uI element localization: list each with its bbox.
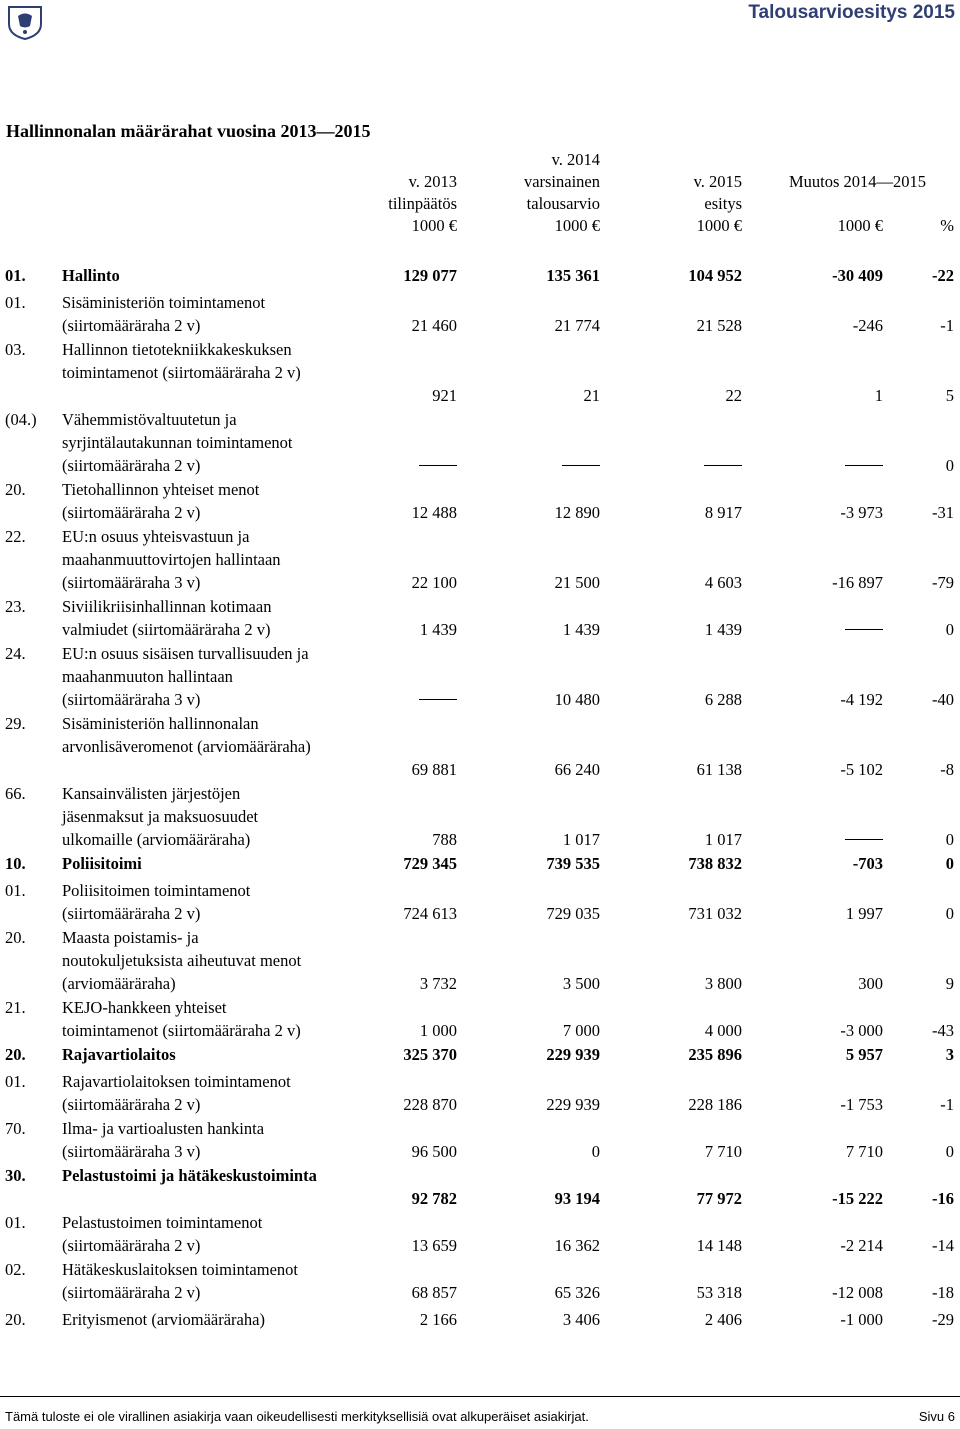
row-number: 20. xyxy=(5,1310,26,1329)
cell-pct: 0 xyxy=(945,620,954,639)
cell-v2015: 228 186 xyxy=(688,1095,742,1114)
row-number: (04.) xyxy=(5,410,37,429)
col-change-abs: 1000 € xyxy=(837,216,883,235)
col-change-pct: % xyxy=(940,216,954,235)
cell-v2015: 77 972 xyxy=(696,1189,742,1208)
col-2013-line2: tilinpäätös xyxy=(388,194,457,213)
cell-v2015: 2 406 xyxy=(704,1310,742,1329)
cell-chg: -4 192 xyxy=(840,690,883,709)
cell-v2014: 729 035 xyxy=(546,904,600,923)
cell-chg: -1 000 xyxy=(840,1310,883,1329)
cell-v2013: 129 077 xyxy=(403,266,457,285)
cell-v2014: 3 500 xyxy=(562,974,600,993)
row-number: 23. xyxy=(5,597,26,616)
row-label: KEJO-hankkeen yhteiset toimintamenot (siirtomääräraha 2 v) xyxy=(62,998,301,1040)
row-number: 66. xyxy=(5,784,26,803)
cell-pct: -1 xyxy=(940,316,954,335)
cell-chg: -15 222 xyxy=(832,1189,883,1208)
row-label: Poliisitoimen toimintamenot (siirtomääräraha 2 v) xyxy=(62,881,251,923)
cell-pct: -29 xyxy=(932,1310,954,1329)
cell-chg: 1 997 xyxy=(845,904,883,923)
cell-v2014: 0 xyxy=(591,1142,600,1161)
cell-chg: 7 710 xyxy=(845,1142,883,1161)
row-number: 02. xyxy=(5,1260,26,1279)
cell-v2014: 21 774 xyxy=(554,316,600,335)
col-2015-line2: esitys xyxy=(704,194,742,213)
cell-v2013: 96 500 xyxy=(411,1142,457,1161)
cell-pct: 0 xyxy=(945,1142,954,1161)
cell-v2015: 1 439 xyxy=(704,620,742,639)
row-number: 29. xyxy=(5,714,26,733)
col-2013-line1: v. 2013 xyxy=(408,172,457,191)
empty-value-dash xyxy=(845,839,883,840)
cell-v2013: 724 613 xyxy=(403,904,457,923)
row-number: 01. xyxy=(5,266,26,285)
row-number: 20. xyxy=(5,928,26,947)
row-label: Rajavartiolaitoksen toimintamenot (siirtomääräraha 2 v) xyxy=(62,1072,291,1114)
cell-v2015: 104 952 xyxy=(688,266,742,285)
cell-v2015: 738 832 xyxy=(688,854,742,873)
cell-v2014: 16 362 xyxy=(554,1236,600,1255)
row-number: 01. xyxy=(5,1213,26,1232)
cell-chg: -246 xyxy=(852,316,883,335)
cell-chg: -3 000 xyxy=(840,1021,883,1040)
row-number: 22. xyxy=(5,527,26,546)
cell-v2015: 1 017 xyxy=(704,830,742,849)
row-number: 30. xyxy=(5,1166,26,1185)
cell-v2014: 21 xyxy=(583,386,600,405)
cell-v2014: 739 535 xyxy=(546,854,600,873)
cell-pct: 0 xyxy=(945,830,954,849)
cell-v2015: 14 148 xyxy=(696,1236,742,1255)
cell-pct: -8 xyxy=(940,760,954,779)
empty-value-dash xyxy=(704,465,742,466)
row-number: 10. xyxy=(5,854,26,873)
cell-pct: -16 xyxy=(932,1189,954,1208)
cell-v2013: 325 370 xyxy=(403,1045,457,1064)
cell-v2014: 229 939 xyxy=(546,1045,600,1064)
col-2013-line3: 1000 € xyxy=(411,216,457,235)
row-number: 20. xyxy=(5,480,26,499)
row-label: Maasta poistamis- ja noutokuljetuksista aiheutuvat menot (arviomääräraha) xyxy=(62,928,302,993)
cell-v2013: 228 870 xyxy=(403,1095,457,1114)
row-label: Sisäministeriön hallinnonalan arvonlisäveromenot (arviomääräraha) xyxy=(62,714,311,756)
cell-pct: 3 xyxy=(945,1045,954,1064)
cell-v2014: 65 326 xyxy=(554,1283,600,1302)
cell-v2013: 2 166 xyxy=(419,1310,457,1329)
cell-chg: -16 897 xyxy=(832,573,883,592)
cell-pct: -79 xyxy=(932,573,954,592)
row-label: Hallinnon tietotekniikkakeskuksen toimintamenot (siirtomääräraha 2 v) xyxy=(62,340,301,382)
cell-v2015: 4 603 xyxy=(704,573,742,592)
row-label: Tietohallinnon yhteiset menot (siirtomääräraha 2 v) xyxy=(62,480,260,522)
cell-v2013: 68 857 xyxy=(411,1283,457,1302)
col-change-title: Muutos 2014—2015 xyxy=(788,172,926,191)
cell-pct: 0 xyxy=(945,904,954,923)
cell-chg: 1 xyxy=(874,386,883,405)
cell-v2015: 3 800 xyxy=(704,974,742,993)
cell-v2013: 92 782 xyxy=(411,1189,457,1208)
cell-v2015: 731 032 xyxy=(688,904,742,923)
cell-v2013: 1 439 xyxy=(419,620,457,639)
col-2014-line2: varsinainen xyxy=(523,172,600,191)
row-number: 70. xyxy=(5,1119,26,1138)
row-number: 01. xyxy=(5,1072,26,1091)
cell-v2014: 1 017 xyxy=(562,830,600,849)
col-2014-line1: v. 2014 xyxy=(551,150,600,169)
row-label: Ilma- ja vartioalusten hankinta (siirtomääräraha 3 v) xyxy=(62,1119,265,1161)
cell-chg: 5 957 xyxy=(845,1045,883,1064)
empty-value-dash xyxy=(419,465,457,466)
col-2015-line1: v. 2015 xyxy=(693,172,742,191)
cell-chg: -12 008 xyxy=(832,1283,883,1302)
empty-value-dash xyxy=(845,465,883,466)
cell-v2015: 7 710 xyxy=(704,1142,742,1161)
cell-v2014: 21 500 xyxy=(554,573,600,592)
page-number: Sivu 6 xyxy=(918,1409,955,1424)
cell-chg: -3 973 xyxy=(840,503,883,522)
cell-pct: -18 xyxy=(932,1283,954,1302)
cell-chg: -2 214 xyxy=(840,1236,883,1255)
cell-pct: 0 xyxy=(945,456,954,475)
cell-v2014: 229 939 xyxy=(546,1095,600,1114)
row-label: EU:n osuus sisäisen turvallisuuden ja maahanmuuton hallintaan (siirtomääräraha 3 v) xyxy=(62,644,309,709)
cell-v2013: 3 732 xyxy=(419,974,457,993)
cell-v2014: 93 194 xyxy=(554,1189,600,1208)
col-2014-line3: talousarvio xyxy=(526,194,600,213)
row-number: 01. xyxy=(5,293,26,312)
cell-pct: -43 xyxy=(932,1021,954,1040)
cell-v2015: 22 xyxy=(725,386,742,405)
row-label: Rajavartiolaitos xyxy=(62,1045,176,1064)
cell-v2015: 21 528 xyxy=(696,316,742,335)
row-label: Siviilikriisinhallinnan kotimaan valmiudet (siirtomääräraha 2 v) xyxy=(62,597,272,639)
cell-v2013: 921 xyxy=(432,386,457,405)
row-number: 20. xyxy=(5,1045,26,1064)
row-label: Vähemmistövaltuutetun ja syrjintälautakunnan toimintamenot (siirtomääräraha 2 v) xyxy=(62,410,293,475)
cell-v2014: 135 361 xyxy=(546,266,600,285)
cell-v2015: 53 318 xyxy=(696,1283,742,1302)
cell-v2013: 69 881 xyxy=(411,760,457,779)
cell-v2014: 12 890 xyxy=(554,503,600,522)
footer-divider xyxy=(0,1396,960,1397)
footer-notice: Tämä tuloste ei ole virallinen asiakirja vaan oikeudellisesti merkityksellisiä ovat alkuperäiset asiakirjat. xyxy=(5,1409,589,1424)
row-number: 01. xyxy=(5,881,26,900)
cell-chg: -5 102 xyxy=(840,760,883,779)
row-label: Poliisitoimi xyxy=(62,854,142,873)
col-2014-line4: 1000 € xyxy=(554,216,600,235)
cell-pct: 5 xyxy=(945,386,954,405)
cell-v2013: 729 345 xyxy=(403,854,457,873)
cell-chg: -1 753 xyxy=(840,1095,883,1114)
cell-v2014: 1 439 xyxy=(562,620,600,639)
cell-pct: -22 xyxy=(932,266,954,285)
row-label: Hallinto xyxy=(62,266,120,285)
cell-pct: -31 xyxy=(932,503,954,522)
empty-value-dash xyxy=(562,465,600,466)
row-label: Pelastustoimi ja hätäkeskustoiminta xyxy=(62,1166,317,1185)
coat-of-arms-logo xyxy=(6,4,44,40)
document-title: Talousarvioesitys 2015 xyxy=(748,2,955,23)
cell-pct: -1 xyxy=(940,1095,954,1114)
cell-pct: -40 xyxy=(932,690,954,709)
section-title: Hallinnonalan määrärahat vuosina 2013—2015 xyxy=(6,121,371,141)
cell-chg: -703 xyxy=(852,854,883,873)
cell-v2015: 61 138 xyxy=(696,760,742,779)
cell-v2015: 8 917 xyxy=(704,503,742,522)
row-number: 21. xyxy=(5,998,26,1017)
row-label: Pelastustoimen toimintamenot (siirtomääräraha 2 v) xyxy=(62,1213,263,1255)
cell-v2013: 13 659 xyxy=(411,1236,457,1255)
cell-v2014: 3 406 xyxy=(562,1310,600,1329)
row-label: Kansainvälisten järjestöjen jäsenmaksut ja maksuosuudet ulkomaille (arviomääräraha) xyxy=(62,784,259,849)
cell-chg: -30 409 xyxy=(832,266,883,285)
row-label: Hätäkeskuslaitoksen toimintamenot (siirtomääräraha 2 v) xyxy=(62,1260,298,1302)
empty-value-dash xyxy=(419,699,457,700)
cell-v2014: 7 000 xyxy=(562,1021,600,1040)
cell-v2013: 788 xyxy=(432,830,457,849)
cell-pct: 9 xyxy=(945,974,954,993)
cell-v2014: 10 480 xyxy=(554,690,600,709)
row-number: 24. xyxy=(5,644,26,663)
cell-chg: 300 xyxy=(858,974,883,993)
cell-v2015: 235 896 xyxy=(688,1045,742,1064)
cell-v2013: 22 100 xyxy=(411,573,457,592)
cell-pct: 0 xyxy=(945,854,954,873)
cell-v2013: 12 488 xyxy=(411,503,457,522)
cell-v2013: 21 460 xyxy=(411,316,457,335)
cell-v2014: 66 240 xyxy=(554,760,600,779)
row-number: 03. xyxy=(5,340,26,359)
cell-v2015: 4 000 xyxy=(704,1021,742,1040)
row-label: EU:n osuus yhteisvastuun ja maahanmuuttovirtojen hallintaan (siirtomääräraha 3 v) xyxy=(62,527,281,592)
empty-value-dash xyxy=(845,629,883,630)
row-label: Sisäministeriön toimintamenot (siirtomääräraha 2 v) xyxy=(62,293,266,335)
cell-v2015: 6 288 xyxy=(704,690,742,709)
cell-v2013: 1 000 xyxy=(419,1021,457,1040)
cell-pct: -14 xyxy=(932,1236,954,1255)
row-label: Erityismenot (arviomääräraha) xyxy=(62,1310,265,1329)
col-2015-line3: 1000 € xyxy=(696,216,742,235)
